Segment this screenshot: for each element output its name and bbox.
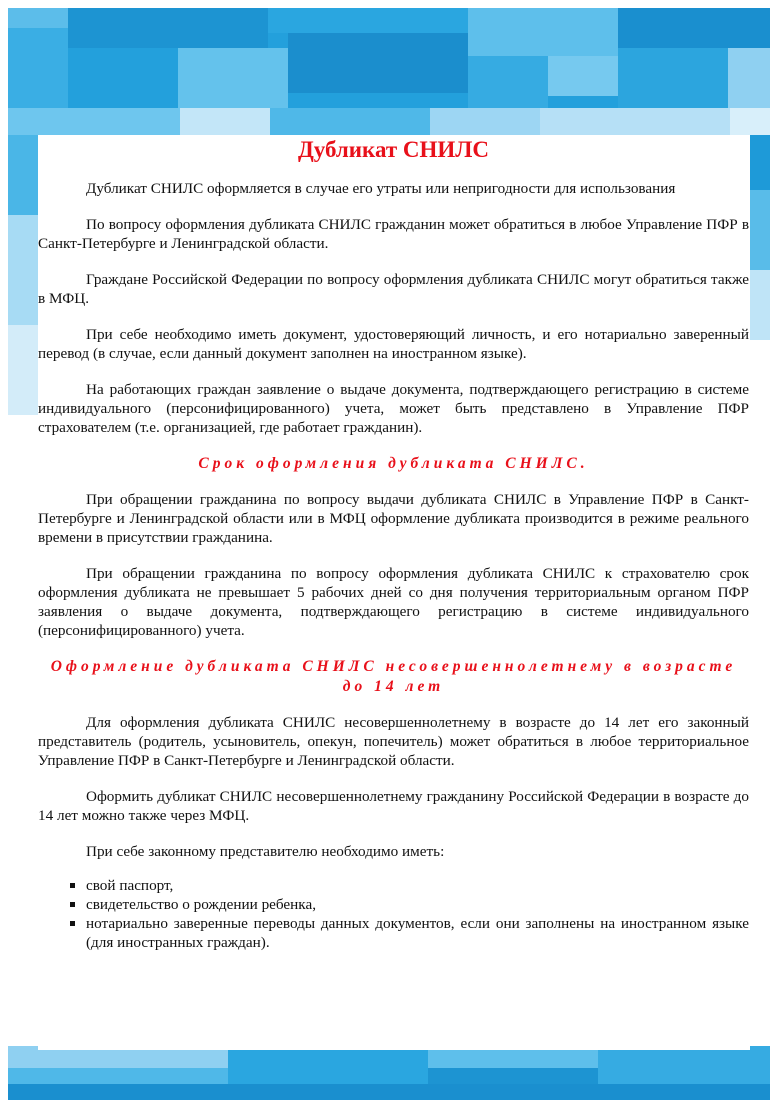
document-body — [38, 137, 749, 952]
paragraph: При обращении гражданина по вопросу оформления дубликата СНИЛС к страхователю срок оформления дубликата не превышает 5 рабочих дней со дня получения территориальным органом ПФР заявления о выдаче документа, подтверждающего регистрацию в системе индивидуального (персонифицированного) учета. — [38, 565, 749, 639]
paragraph: При себе необходимо иметь документ, удостоверяющий личность, и его нотариально заверенный перевод (в случае, если данный документ заполнен на иностранном языке). — [38, 326, 749, 362]
list-item: свой паспорт, — [38, 876, 749, 895]
paragraph: По вопросу оформления дубликата СНИЛС гражданин может обратиться в любое Управление ПФР в Санкт-Петербурге и Ленинградской области. — [38, 216, 749, 252]
square-bullet-icon — [70, 921, 75, 926]
paragraph: При обращении гражданина по вопросу выдачи дубликата СНИЛС в Управление ПФР в Санкт-Петербурге и Ленинградской области или в МФЦ оформление дубликата производится в режиме реального времени в присутствии гражданина. — [38, 491, 749, 546]
footer-decoration — [0, 1046, 778, 1100]
paragraph: На работающих граждан заявление о выдаче документа, подтверждающего регистрацию в системе индивидуального (персонифицированного) учета, может быть представлено в Управление ПФР страхователем (т.е. организацией, где работает гражданин). — [38, 381, 749, 436]
paragraph: Дубликат СНИЛС оформляется в случае его утраты или непригодности для использования — [86, 180, 676, 197]
document-list — [38, 876, 749, 952]
paragraph: Оформить дубликат СНИЛС несовершеннолетнему гражданину Российской Федерации в возрасте до 14 лет можно также через МФЦ. — [38, 788, 749, 824]
square-bullet-icon — [70, 902, 75, 907]
list-item: нотариально заверенные переводы данных документов, если они заполнены на иностранном языке (для иностранных граждан). — [38, 914, 749, 952]
page-title: Дубликат СНИЛС — [297, 137, 490, 162]
list-item: свидетельство о рождении ребенка, — [38, 895, 749, 914]
paragraph: Для оформления дубликата СНИЛС несовершеннолетнему в возрасте до 14 лет его законный представитель (родитель, усыновитель, опекун, попечитель) может обратиться в любое территориальное Управление ПФР в Санкт-Петербурге и Ленинградской области. — [38, 714, 749, 769]
section-heading-minor: Оформление дубликата СНИЛС несовершеннолетнему в возрасте до 14 лет — [50, 658, 737, 695]
section-heading-term: Срок оформления дубликата СНИЛС. — [198, 455, 589, 472]
paragraph: При себе законному представителю необходимо иметь: — [86, 843, 445, 860]
square-bullet-icon — [70, 883, 75, 888]
paragraph: Граждане Российской Федерации по вопросу оформления дубликата СНИЛС могут обратиться также в МФЦ. — [38, 271, 749, 307]
